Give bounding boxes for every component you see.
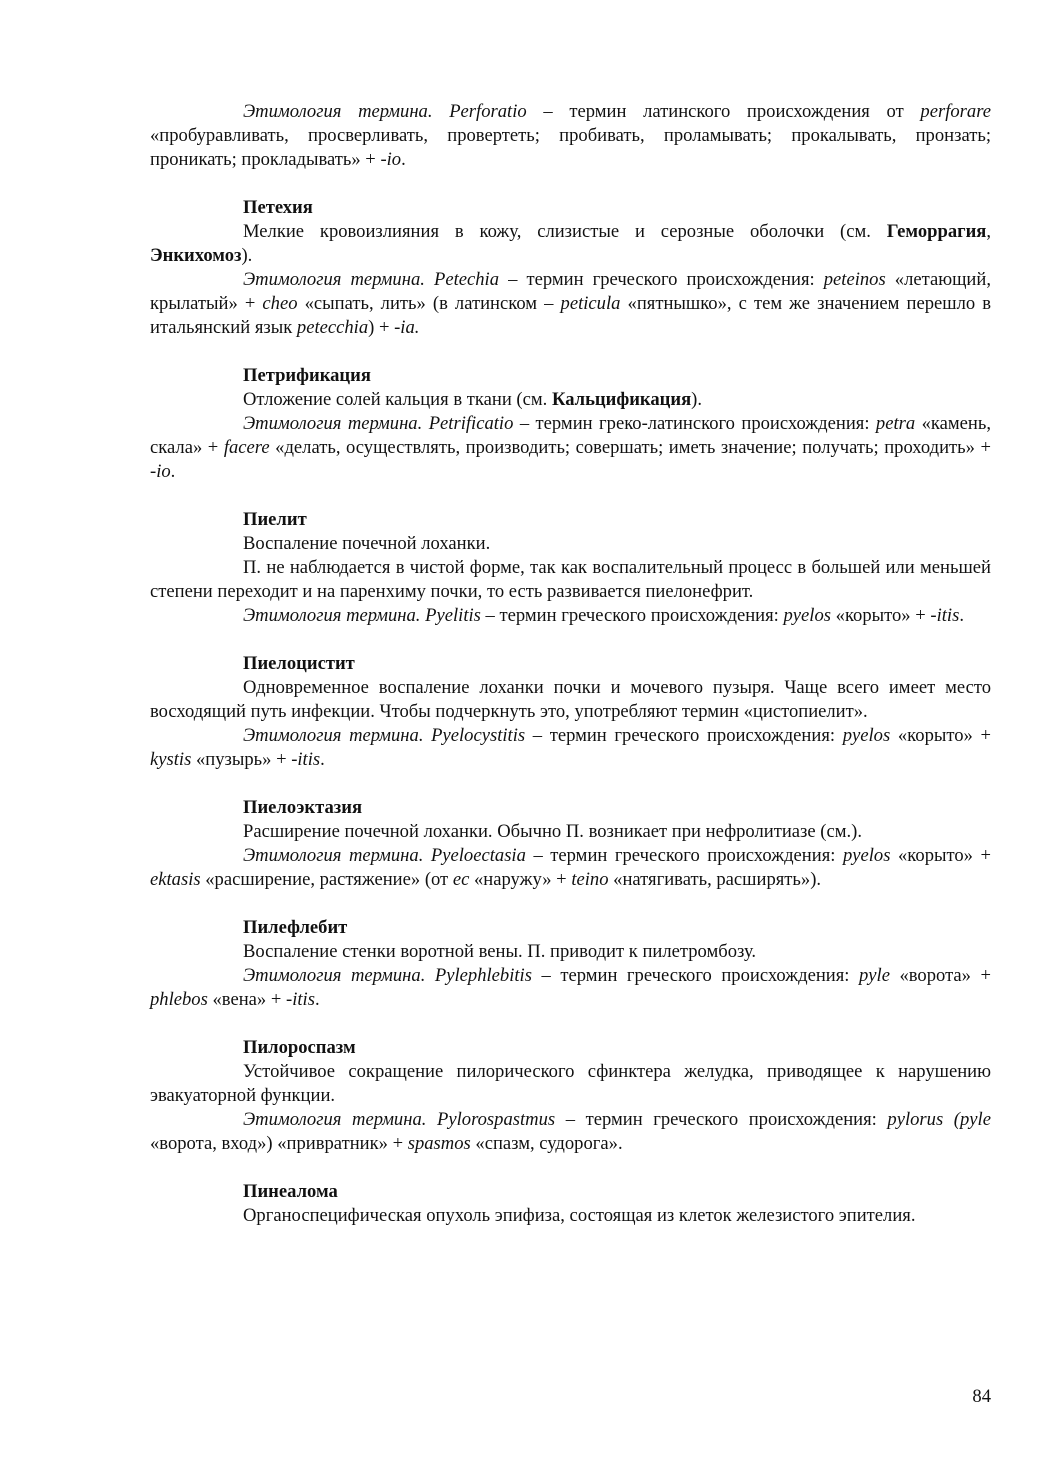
entry-heading: Петрификация: [243, 365, 371, 386]
etymology-paragraph: Этимология термина. Petechia – термин греческого происхождения: peteinos «летающий, крылатый» + cheo «сыпать, лить» (в латинском – peticula «пятнышко», с тем же значением перешло в итальянский язык petecchia) + -ia.: [150, 269, 992, 338]
etymology-paragraph: Этимология термина. Pylorospastmus – термин греческого происхождения: pylorus (pyle «ворота, вход») «привратник» + spasmos «спазм, судорога».: [150, 1109, 991, 1154]
entry-heading: Пиелит: [243, 509, 307, 530]
definition-paragraph: Расширение почечной лоханки. Обычно П. возникает при нефролитиазе (см.).: [243, 821, 862, 842]
definition-paragraph: Устойчивое сокращение пилорического сфинктера желудка, приводящее к нарушению эвакуаторной функции.: [150, 1061, 991, 1106]
definition-paragraph: Отложение солей кальция в ткани (см. Кальцификация).: [243, 389, 702, 410]
entry-heading: Пиелоэктазия: [243, 797, 363, 818]
etymology-paragraph: Этимология термина. Perforatio – термин латинского происхождения от perforare «пробуравливать, просверливать, провертеть; пробивать, проламывать; прокалывать, пронзать; проникать; прокладывать» + -io.: [150, 101, 991, 170]
entry-heading: Пиелоцистит: [243, 653, 355, 674]
cross-reference: Кальцификация: [551, 389, 692, 410]
cross-reference: Энкихомоз: [150, 245, 242, 266]
etymology-label: Этимология термина.: [243, 101, 433, 122]
document-page: [150, 100, 991, 1228]
definition-paragraph: Органоспецифическая опухоль эпифиза, состоящая из клеток железистого эпителия.: [243, 1205, 916, 1226]
etymology-paragraph: Этимология термина. Pyelitis – термин греческого происхождения: pyelos «корыто» + -itis.: [243, 605, 964, 626]
definition-paragraph: Воспаление почечной лоханки.: [243, 533, 491, 554]
entry-heading: Пилефлебит: [243, 917, 348, 938]
etymology-paragraph: Этимология термина. Petrificatio – термин греко-латинского происхождения: petra «камень, скала» + facere «делать, осуществлять, производить; совершать; иметь значение; получать; проходить» + -io.: [150, 413, 991, 482]
entry-heading: Пинеалома: [243, 1181, 338, 1202]
etymology-paragraph: Этимология термина. Pyeloectasia – термин греческого происхождения: pyelos «корыто» + ektasis «расширение, растяжение» (от ec «наружу» + teino «натягивать, расширять»).: [150, 845, 991, 890]
cross-reference: Геморрагия: [886, 221, 987, 242]
latin-term: Perforatio: [449, 101, 527, 122]
definition-paragraph: Воспаление стенки воротной вены. П. приводит к пилетромбозу.: [243, 941, 757, 962]
note-paragraph: П. не наблюдается в чистой форме, так как воспалительный процесс в большей или меньшей степени переходит и на паренхиму почки, то есть развивается пиелонефрит.: [150, 557, 991, 602]
entry-heading: Петехия: [243, 197, 313, 218]
definition-paragraph: Мелкие кровоизлияния в кожу, слизистые и серозные оболочки (см. Геморрагия, Энкихомоз).: [150, 221, 991, 266]
definition-paragraph: Одновременное воспаление лоханки почки и мочевого пузыря. Чаще всего имеет место восходящий путь инфекции. Чтобы подчеркнуть это, употребляют термин «цистопиелит».: [150, 677, 991, 722]
etymology-paragraph: Этимология термина. Pyelocystitis – термин греческого происхождения: pyelos «корыто» + kystis «пузырь» + -itis.: [150, 725, 991, 770]
page-number: 84: [972, 1386, 991, 1407]
etymology-paragraph: Этимология термина. Pylephlebitis – термин греческого происхождения: pyle «ворота» + phlebos «вена» + -itis.: [150, 965, 992, 1010]
entry-heading: Пилороспазм: [243, 1037, 356, 1058]
